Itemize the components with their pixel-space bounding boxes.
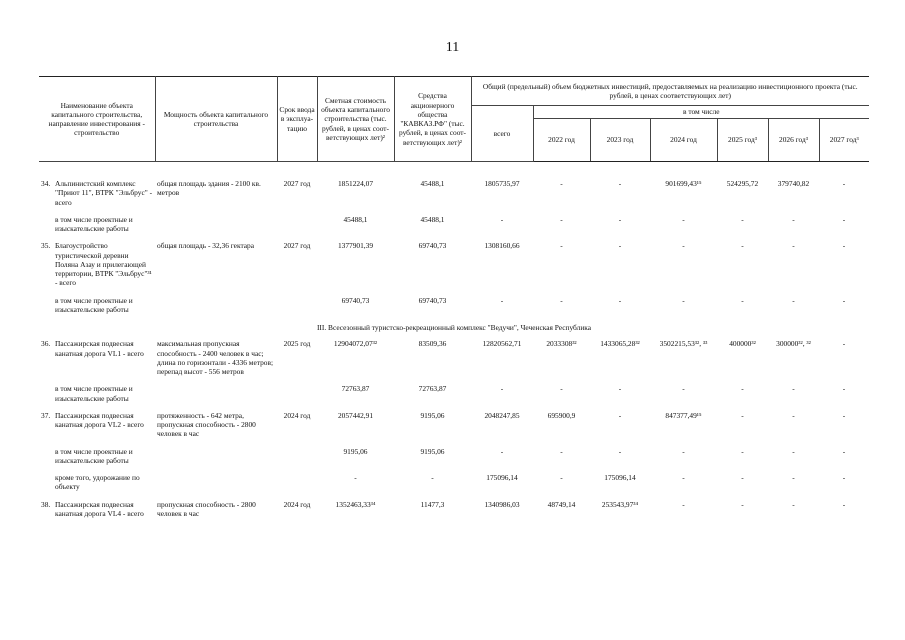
cell-2026: - [792,446,795,456]
row-name: Пассажирская подвесная канатная дорога VL1 - всего [55,339,144,358]
header-2026: 2026 год³ [768,119,819,162]
page-number: 11 [445,40,460,55]
cell-2022: - [560,384,563,394]
cell-2027: - [842,473,846,482]
cell-name [39,293,155,320]
table-row [39,444,869,471]
cell-2024: - [682,446,685,456]
cell-kavkaz: 72763,87 [418,384,447,394]
cell-2024: - [682,214,685,224]
row-index: 37. [41,410,51,420]
header-2027: 2027 год³ [819,119,869,162]
cell-2022: - [560,295,563,305]
cell-total: - [500,446,504,456]
cell-2026: 300000³², ³² [776,339,811,349]
cell-2025: - [741,446,744,456]
cell-2024: 847377,49¹⁵ [665,410,702,420]
table-header [39,77,869,162]
table-row [39,497,869,524]
cell-capacity: общая площадь здания - 2100 кв. метров [157,179,261,198]
row-name: Благоустройство туристической деревни Поляна Азау и прилегающей территории, ВТРК "Эльбрус"³¹ - всего [55,241,152,288]
cell-2024: 3502215,53³², ³³ [659,339,708,349]
cell-capacity [155,293,277,320]
cell-term: 2025 год [283,339,311,349]
cell-estimate: 45488,1 [343,214,368,224]
investment-table [39,76,869,523]
cell-capacity [155,470,277,497]
cell-term: 2024 год [283,499,311,509]
cell-capacity: пропускная способность - 2800 человек в час [157,499,256,518]
cell-2026: - [792,295,795,305]
cell-2026: 379740,82 [777,179,810,188]
cell-term [277,381,317,408]
cell-estimate: 1352463,33³⁴ [335,499,376,509]
cell-capacity [155,381,277,408]
cell-total: - [500,384,504,394]
cell-2025: - [741,499,744,509]
cell-2025: - [741,295,744,305]
cell-estimate: 1851224,07 [337,179,374,188]
cell-2024: - [682,384,685,394]
cell-2024: 901699,43¹⁵ [665,179,702,188]
cell-total: 1308160,66 [484,241,520,251]
cell-term [277,293,317,320]
cell-total: - [500,295,504,305]
cell-2026: - [792,410,795,420]
cell-2025: 400000³² [729,339,756,349]
cell-2022: 2033308³² [546,339,577,349]
cell-total: 12820562,71 [482,339,522,349]
table-row [39,470,869,497]
section-title: III. Всесезонный туристско-рекреационный комплекс "Ведучи", Чеченская Республика [316,323,592,332]
cell-kavkaz: 69740,73 [418,295,447,305]
cell-term [277,470,317,497]
header-2025: 2025 год³ [717,119,768,162]
cell-2027: - [842,499,846,509]
cell-2025: - [741,384,744,394]
cell-term: 2027 год [283,179,311,188]
cell-estimate: 2057442,91 [337,410,374,420]
cell-total: 175096,14 [486,473,518,482]
table-row [39,381,869,408]
cell-2023: - [618,179,622,188]
cell-kavkaz: 9195,06 [420,410,445,420]
cell-2024: - [682,473,685,482]
cell-2025: - [741,214,744,224]
table-row [39,176,869,212]
cell-2023: - [618,241,622,251]
cell-2027: - [842,384,846,394]
cell-2023: 1433065,28³² [600,339,640,349]
cell-capacity: максимальная пропускная способность - 2400 человек в час; длина по горизонтали - 4336 метров; перепад высот - 556 метров [157,339,274,376]
table-row [39,336,869,381]
header-2023: 2023 год [590,119,650,162]
cell-estimate: 1377901,39 [337,241,374,251]
cell-capacity [155,212,277,239]
cell-2023: - [618,446,622,456]
cell-kavkaz: 11477,3 [420,499,445,509]
cell-estimate: 12904072,07³² [333,339,378,349]
cell-capacity [155,444,277,471]
cell-2024: - [682,499,685,509]
row-name: кроме того, удорожание по объекту [55,473,140,492]
row-index: 38. [41,499,51,509]
cell-2022: - [560,473,563,482]
row-name: в том числе проектные и изыскательские работы [55,384,133,403]
cell-estimate: 9195,06 [343,446,368,456]
table-row [39,408,869,444]
cell-total: 1340986,03 [484,499,520,509]
cell-2022: - [560,214,563,224]
cell-2023: - [618,295,622,305]
cell-2026: - [792,241,795,251]
header-including: в том числе [533,106,869,119]
row-name: Пассажирская подвесная канатная дорога VL4 - всего [55,499,144,518]
cell-2023: 253543,97³⁴ [601,499,639,509]
cell-total: 2048247,85 [484,410,520,420]
cell-kavkaz: 9195,06 [420,446,445,456]
cell-estimate: - [354,473,357,482]
cell-name [39,408,155,444]
cell-2025: - [741,241,744,251]
cell-kavkaz: 45488,1 [420,179,445,188]
cell-name [39,470,155,497]
cell-total: 1805735,97 [484,179,520,188]
cell-term [277,212,317,239]
cell-2023: - [618,214,622,224]
cell-2025: 524295,72 [726,179,759,188]
cell-2023: - [618,410,622,420]
cell-2026: - [792,384,795,394]
header-all: всего [471,106,533,162]
cell-2027: - [842,179,846,188]
cell-2022: 48749,14 [547,499,576,509]
cell-name [39,497,155,524]
cell-name [39,336,155,381]
cell-2023: - [618,384,622,394]
cell-name [39,444,155,471]
cell-2023: 175096,14 [604,473,636,482]
cell-estimate: 69740,73 [341,295,370,305]
cell-kavkaz: 83509,36 [418,339,447,349]
cell-name [39,176,155,212]
cell-2027: - [842,214,846,224]
cell-2026: - [792,214,795,224]
header-term: Срок ввода в эксплуа-тацию [277,77,317,162]
cell-2024: - [682,241,685,251]
cell-2027: - [842,446,846,456]
cell-total: - [500,214,504,224]
row-index: 35. [41,241,51,251]
header-2022: 2022 год [533,119,590,162]
header-2024: 2024 год [650,119,717,162]
table-row [39,238,869,292]
cell-2025: - [741,410,744,420]
cell-capacity: протяженность - 642 метра, пропускная способность - 2800 человек в час [157,410,256,439]
header-capacity: Мощность объекта капитального строительства [155,77,277,162]
cell-2025: - [741,473,744,482]
row-name: в том числе проектные и изыскательские работы [55,446,133,465]
cell-kavkaz: - [431,473,434,482]
header-total-volume: Общий (предельный) объем бюджетных инвестиций, предоставляемых на реализацию инвестиционного проекта (тыс. рублей, в ценах соответствующих лет) [471,77,869,106]
table-row [39,293,869,320]
cell-term: 2027 год [283,241,311,251]
cell-estimate: 72763,87 [341,384,370,394]
cell-2022: 695900,9 [547,410,576,420]
section-heading-row [39,319,869,336]
cell-name [39,212,155,239]
cell-2024: - [682,295,685,305]
cell-2022: - [560,241,563,251]
row-index: 36. [41,339,51,349]
header-kavkaz: Средства акционерного общества "КАВКАЗ.РФ" (тыс. рублей, в ценах соот-ветствующих лет)² [394,77,471,162]
row-name: в том числе проектные и изыскательские работы [55,214,133,233]
cell-2027: - [842,339,846,349]
cell-2026: - [792,499,795,509]
cell-2022: - [560,179,563,188]
table-row [39,212,869,239]
row-name: Пассажирская подвесная канатная дорога VL2 - всего [55,410,144,429]
row-name: в том числе проектные и изыскательские работы [55,295,133,314]
cell-2027: - [842,410,846,420]
cell-name [39,381,155,408]
cell-2026: - [792,473,795,482]
cell-2022: - [560,446,563,456]
cell-term [277,444,317,471]
cell-kavkaz: 69740,73 [418,241,447,251]
row-name: Альпинистский комплекс "Приют 11", ВТРК "Эльбрус" - всего [55,179,153,207]
header-estimate: Сметная стоимость объекта капитального строительства (тыс. рублей, в ценах соот-ветствующих лет)² [317,77,394,162]
cell-2027: - [842,241,846,251]
cell-term: 2024 год [283,410,311,420]
cell-capacity: общая площадь - 32,36 гектара [157,241,255,251]
cell-kavkaz: 45488,1 [420,214,445,224]
row-index: 34. [41,179,51,188]
cell-name [39,238,155,292]
header-name: Наименование объекта капитального строительства, направление инвестирования - строительство [39,77,155,162]
table-body [39,162,869,524]
cell-2027: - [842,295,846,305]
